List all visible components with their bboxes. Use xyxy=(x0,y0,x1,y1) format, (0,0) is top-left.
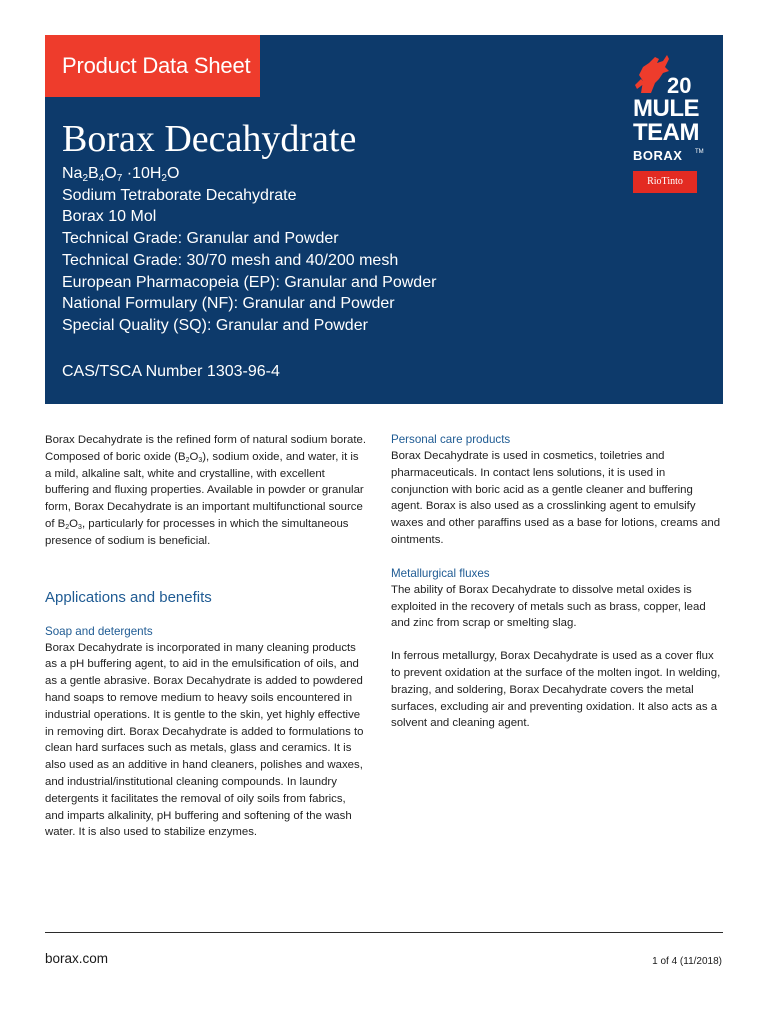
website-link[interactable]: borax.com xyxy=(45,951,109,966)
soap-paragraph: Borax Decahydrate is incorporated in many cleaning products as a pH buffering agent, to aid in the emulsification of oils, and as a gentle abrasive. Borax Decahydrate is added to powdered hand soaps to remove medium to heavy soils encountered in industrial operations. It is gentle to the skin, yet highly effective in removing dirt. Borax Decahydrate is added to formulations to clean hard surfaces such as metals, glass and ceramics. It is also used as an additive in hand cleaners, polishes and waxes, and industrial/institutional cleaning compounds. In laundry detergents it facilitates the removal of oily soils from fabrics, and imparts alkalinity, pH buffering and softening of the wash water. It is also used to stabilize enzymes. xyxy=(45,641,364,839)
soap-heading: Soap and detergents xyxy=(45,624,153,638)
logo-word-borax: BORAX xyxy=(633,148,683,163)
document-type-tag: Product Data Sheet xyxy=(45,35,260,97)
applications-heading: Applications and benefits xyxy=(45,588,212,606)
metallurgical-paragraph-1: The ability of Borax Decahydrate to dissolve metal oxides is exploited in the recovery of metals such as brass, copper, lead and zinc from scrap or smelting slag. xyxy=(391,583,706,630)
logo-number: 20 xyxy=(667,73,692,98)
personal-care-paragraph: Borax Decahydrate is used in cosmetics, toiletries and pharmaceuticals. In contact lens solutions, it is used in conjunction with boric acid as a gentle cleaner and buffering agent. Borax is also used as a crosslinking agent to emulsify waxes and other paraffins used as a base for lotions, creams and ointments. xyxy=(391,450,721,546)
metallurgical-heading: Metallurgical fluxes xyxy=(391,566,490,580)
page-number: 1 of 4 (11/2018) xyxy=(652,956,722,967)
logo-word-team: TEAM xyxy=(633,119,699,146)
company-badge: RioTinto xyxy=(633,171,697,193)
logo-word-mule: MULE xyxy=(633,95,699,122)
intro-paragraph: Borax Decahydrate is the refined form of natural sodium borate. Composed of boric oxide $(B_2O_3)$, sodium oxide, and water, it is a mild, alkaline salt, white and crystalline, with excellent buffering and fluxing properties. Available in powder or granular form, Borax Decahydrate is an important multifunctional source of $B_2O_3$, particularly for processes in which the simultaneous presence of sodium is beneficial. xyxy=(45,434,367,547)
spec-line: Special Quality (SQ): Granular and Powder xyxy=(62,316,368,334)
trademark-mark: TM xyxy=(695,149,704,155)
spec-line: National Formulary (NF): Granular and Powder xyxy=(62,295,395,313)
left-column xyxy=(45,432,367,841)
spec-line: Technical Grade: Granular and Powder xyxy=(62,230,339,248)
cas-number: CAS/TSCA Number 1303-96-4 xyxy=(62,363,280,380)
header-banner xyxy=(45,35,723,404)
metallurgical-paragraph-2: In ferrous metallurgy, Borax Decahydrate is used as a cover flux to prevent oxidation at the surface of the molten ingot. In welding, brazing, and soldering, Borax Decahydrate covers the metal surfaces, excluding air and preventing oxidation. It also acts as a solvent and cleaning agent. xyxy=(391,650,721,730)
right-column xyxy=(391,432,723,732)
personal-care-heading: Personal care products xyxy=(391,433,511,446)
product-specs xyxy=(62,163,436,337)
brand-logo xyxy=(631,53,707,199)
chemical-formula: $Na_2B_4O_7 \cdot 10H_2O$ xyxy=(62,165,180,184)
product-title: Borax Decahydrate xyxy=(62,118,357,160)
spec-line: Sodium Tetraborate Decahydrate xyxy=(62,186,297,204)
footer-divider xyxy=(45,932,723,933)
spec-line: European Pharmacopeia (EP): Granular and Powder xyxy=(62,273,437,291)
spec-line: Technical Grade: 30/70 mesh and 40/200 mesh xyxy=(62,251,399,269)
spec-line: Borax 10 Mol xyxy=(62,208,157,226)
